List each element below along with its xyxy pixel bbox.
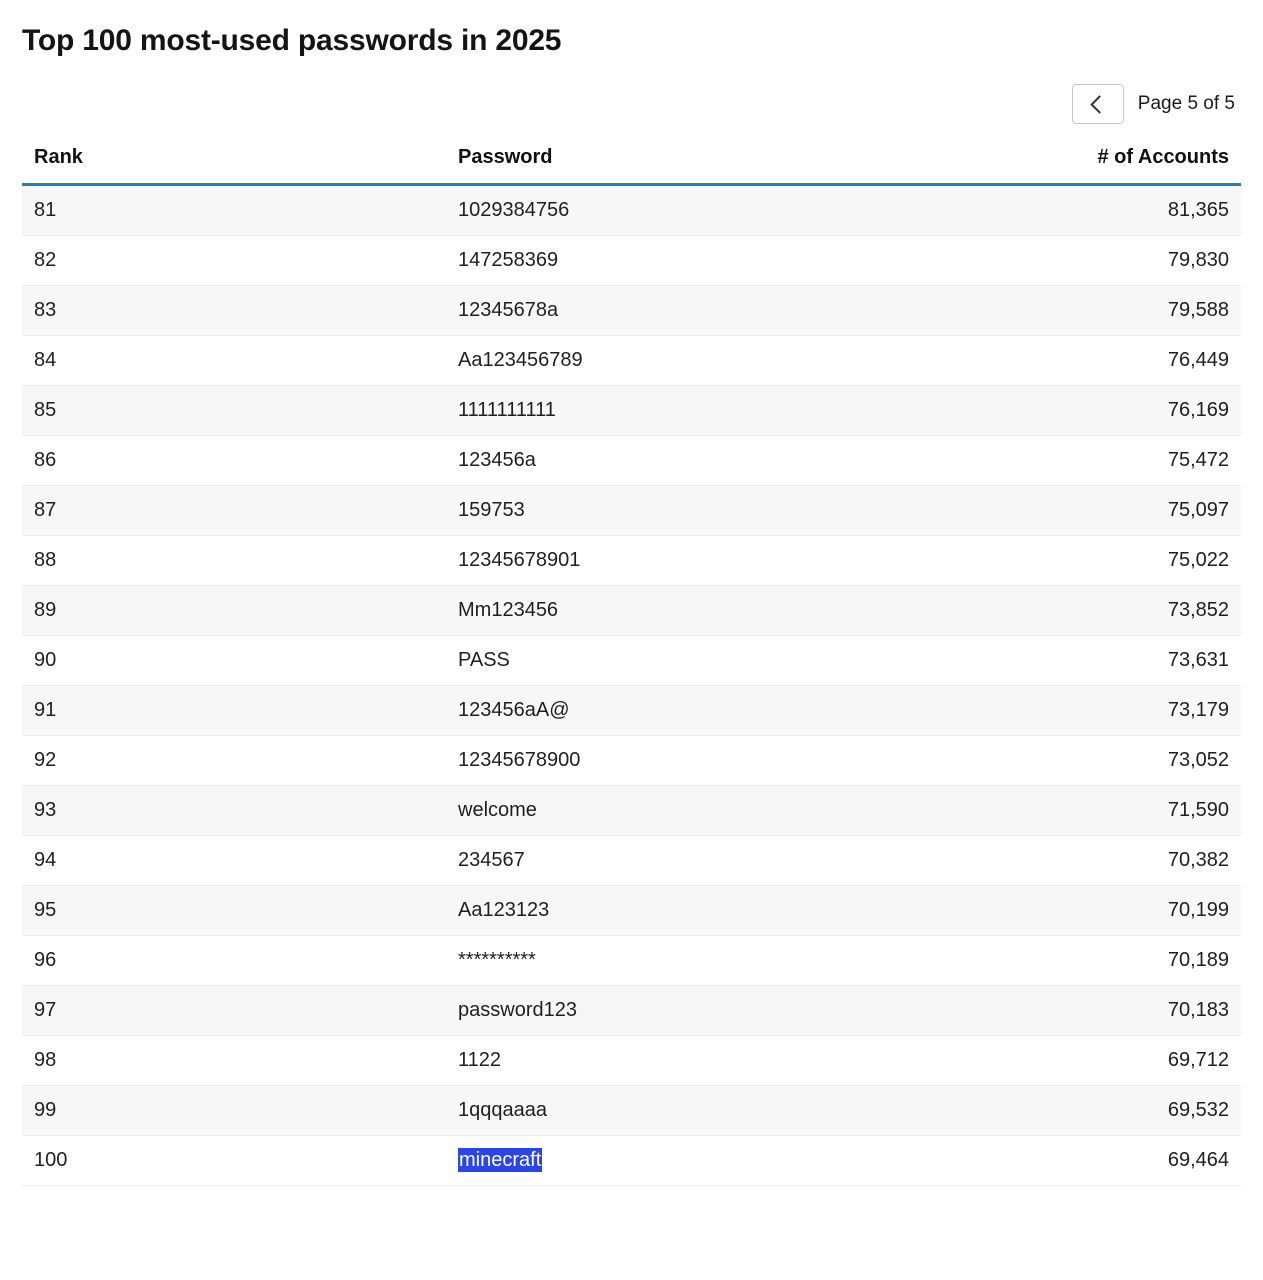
cell-accounts: 70,189: [890, 936, 1241, 986]
cell-accounts: 69,464: [890, 1136, 1241, 1186]
cell-accounts: 73,631: [890, 636, 1241, 686]
cell-accounts: 75,022: [890, 536, 1241, 586]
table-row[interactable]: [22, 486, 1241, 536]
cell-rank: 87: [22, 486, 446, 536]
cell-password[interactable]: 159753: [446, 486, 890, 536]
cell-rank: 88: [22, 536, 446, 586]
pagination-bar: [22, 84, 1241, 124]
cell-rank: 84: [22, 336, 446, 386]
cell-accounts: 69,532: [890, 1086, 1241, 1136]
table-row[interactable]: [22, 786, 1241, 836]
table-row[interactable]: [22, 536, 1241, 586]
table-row[interactable]: [22, 736, 1241, 786]
cell-password[interactable]: 12345678a: [446, 286, 890, 336]
table-header-row: [22, 146, 1241, 185]
cell-accounts: 70,199: [890, 886, 1241, 936]
cell-rank: 91: [22, 686, 446, 736]
cell-accounts: 81,365: [890, 185, 1241, 236]
cell-rank: 96: [22, 936, 446, 986]
table-body: [22, 185, 1241, 1186]
cell-accounts: 73,852: [890, 586, 1241, 636]
cell-rank: 99: [22, 1086, 446, 1136]
cell-rank: 93: [22, 786, 446, 836]
cell-password[interactable]: 12345678900: [446, 736, 890, 786]
selected-text[interactable]: minecraft: [459, 1149, 542, 1171]
cell-accounts: 79,588: [890, 286, 1241, 336]
table-row[interactable]: [22, 286, 1241, 336]
table-head: [22, 146, 1241, 185]
cell-password[interactable]: 12345678901: [446, 536, 890, 586]
passwords-table: [22, 146, 1241, 1186]
cell-password[interactable]: Mm123456: [446, 586, 890, 636]
cell-rank: 82: [22, 236, 446, 286]
cell-accounts: 75,472: [890, 436, 1241, 486]
pagination-controls: [1072, 84, 1235, 124]
cell-accounts: 70,183: [890, 986, 1241, 1036]
table-row[interactable]: [22, 936, 1241, 986]
cell-rank: 97: [22, 986, 446, 1036]
page-indicator: Page 5 of 5: [1137, 93, 1235, 114]
table-row[interactable]: [22, 336, 1241, 386]
table-row[interactable]: [22, 185, 1241, 236]
cell-password[interactable]: 1qqqaaaa: [446, 1086, 890, 1136]
table-row[interactable]: [22, 436, 1241, 486]
cell-accounts: 73,052: [890, 736, 1241, 786]
cell-rank: 86: [22, 436, 446, 486]
table-row[interactable]: [22, 886, 1241, 936]
cell-accounts: 70,382: [890, 836, 1241, 886]
table-row[interactable]: [22, 1036, 1241, 1086]
column-header-rank[interactable]: Rank: [22, 146, 446, 185]
table-row[interactable]: [22, 236, 1241, 286]
column-header-accounts[interactable]: # of Accounts: [890, 146, 1241, 185]
cell-password[interactable]: 1122: [446, 1036, 890, 1086]
cell-rank: 81: [22, 185, 446, 236]
cell-accounts: 71,590: [890, 786, 1241, 836]
cell-rank: 100: [22, 1136, 446, 1186]
cell-rank: 98: [22, 1036, 446, 1086]
table-row[interactable]: [22, 386, 1241, 436]
cell-rank: 90: [22, 636, 446, 686]
cell-password[interactable]: Aa123456789: [446, 336, 890, 386]
cell-password[interactable]: 1111111111: [446, 386, 890, 436]
previous-page-button[interactable]: [1072, 84, 1124, 124]
table-row[interactable]: [22, 636, 1241, 686]
cell-rank: 92: [22, 736, 446, 786]
table-row[interactable]: [22, 586, 1241, 636]
cell-accounts: 69,712: [890, 1036, 1241, 1086]
cell-password[interactable]: 123456a: [446, 436, 890, 486]
cell-password[interactable]: Aa123123: [446, 886, 890, 936]
cell-password[interactable]: welcome: [446, 786, 890, 836]
column-header-password[interactable]: Password: [446, 146, 890, 185]
cell-password[interactable]: PASS: [446, 636, 890, 686]
table-row[interactable]: [22, 836, 1241, 886]
cell-rank: 85: [22, 386, 446, 436]
cell-accounts: 79,830: [890, 236, 1241, 286]
page-title: Top 100 most-used passwords in 2025: [22, 24, 562, 57]
cell-password[interactable]: 1029384756: [446, 185, 890, 236]
table-row[interactable]: [22, 686, 1241, 736]
cell-password[interactable]: [446, 1136, 890, 1186]
cell-password[interactable]: 234567: [446, 836, 890, 886]
chevron-left-icon: [1091, 95, 1109, 113]
cell-rank: 95: [22, 886, 446, 936]
cell-rank: 89: [22, 586, 446, 636]
cell-password[interactable]: 123456aA@: [446, 686, 890, 736]
cell-password[interactable]: password123: [446, 986, 890, 1036]
cell-rank: 83: [22, 286, 446, 336]
cell-accounts: 76,169: [890, 386, 1241, 436]
cell-password[interactable]: **********: [446, 936, 890, 986]
cell-password[interactable]: 147258369: [446, 236, 890, 286]
table-row[interactable]: [22, 1086, 1241, 1136]
table-row[interactable]: [22, 1136, 1241, 1186]
cell-accounts: 75,097: [890, 486, 1241, 536]
cell-accounts: 73,179: [890, 686, 1241, 736]
table-row[interactable]: [22, 986, 1241, 1036]
cell-accounts: 76,449: [890, 336, 1241, 386]
cell-rank: 94: [22, 836, 446, 886]
